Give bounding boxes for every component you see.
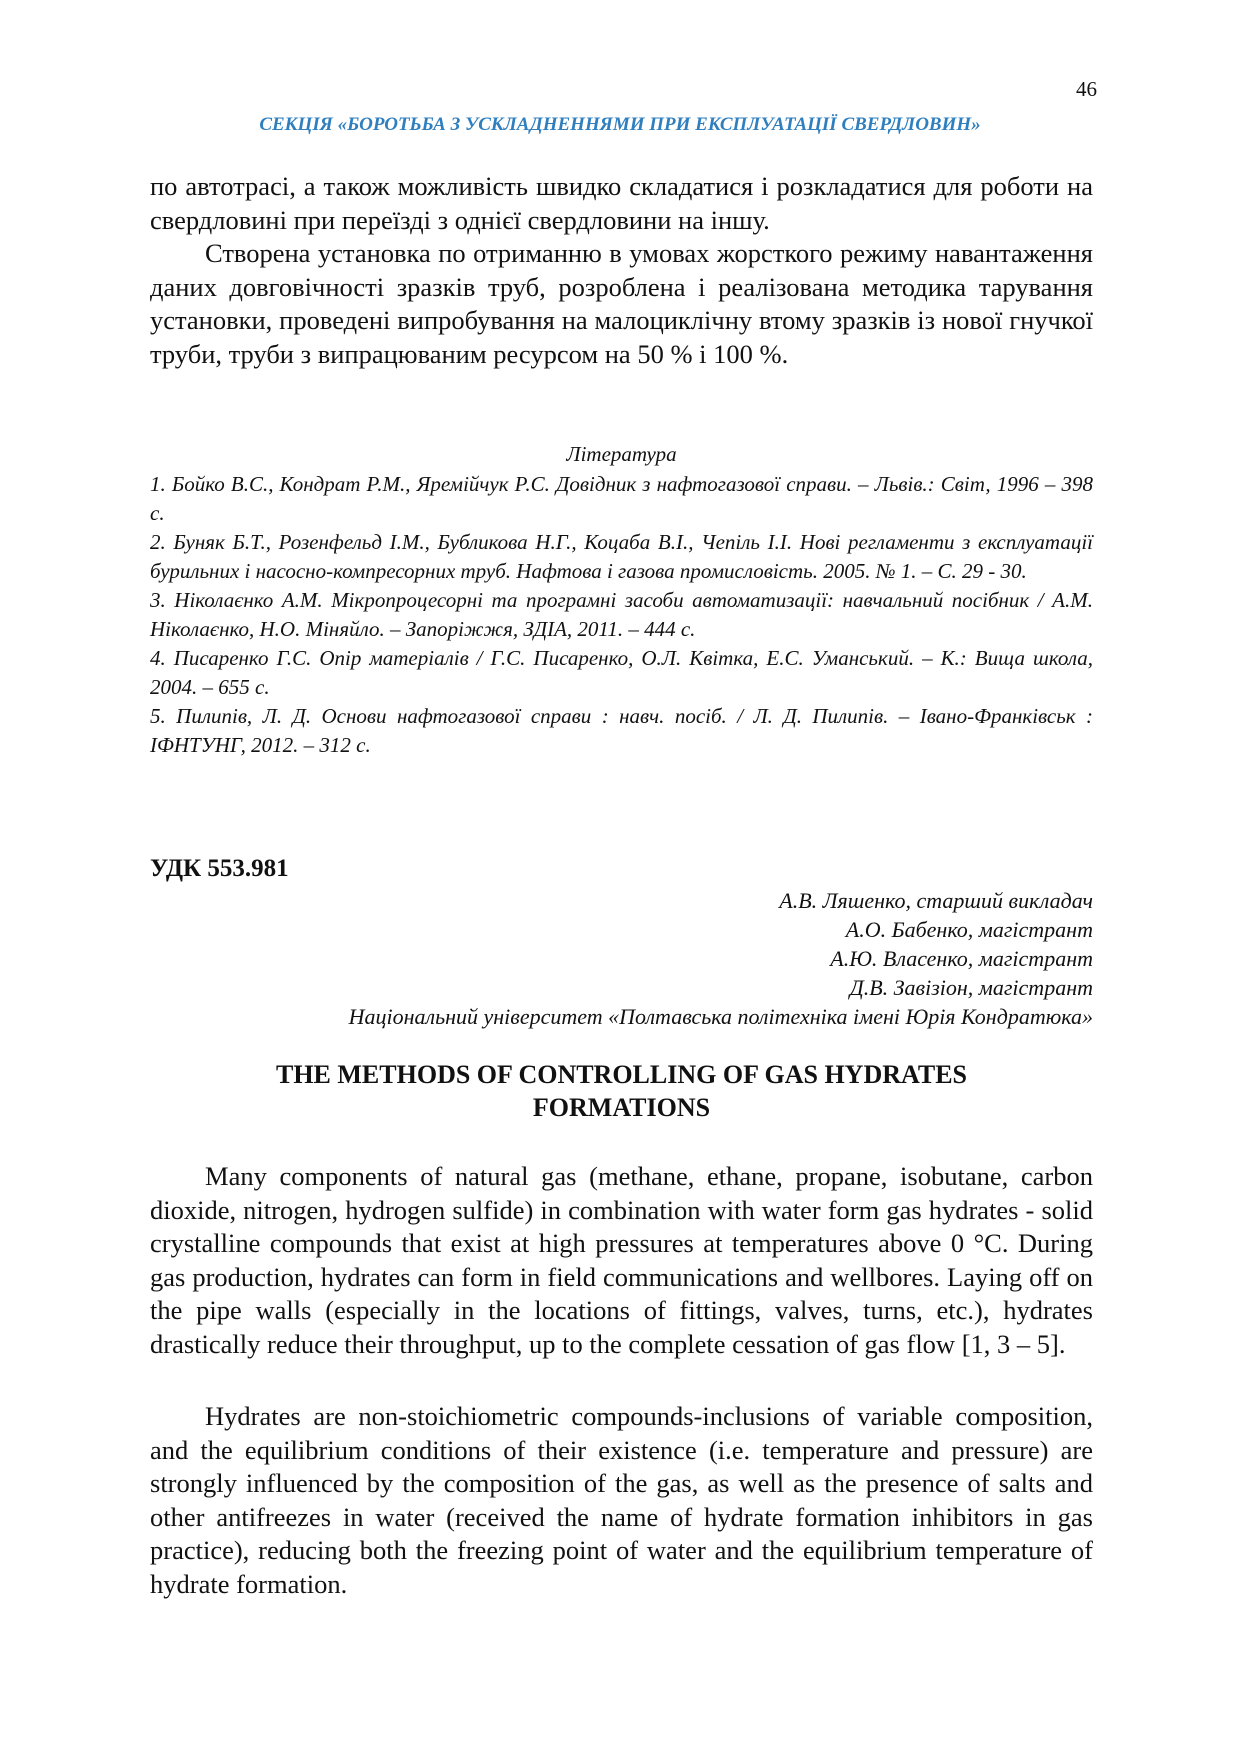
paper-title-line: FORMATIONS bbox=[532, 1093, 711, 1122]
author-line: А.В. Ляшенко, старший викладач bbox=[779, 888, 1093, 913]
body-paragraph-2: Hydrates are non-stoichiometric compounds-inclusions of variable composition, and the equilibrium conditions of their existence (i.e. temperature and pressure) are strongly influenced by the composition of the gas, as well as the presence of salts and other antifreezes in water (received the name of hydrate formation inhibitors in gas practice), reducing both the freezing point of water and the equilibrium temperature of hydrate formation. bbox=[150, 1401, 1093, 1599]
body-paragraph-1: Many components of natural gas (methane, ethane, propane, isobutane, carbon dioxide, nitrogen, hydrogen sulfide) in combination with water form gas hydrates - solid crystalline compounds that exist at high pressures at temperatures above 0 °C. During gas production, hydrates can form in field communications and wellbores. Laying off on the pipe walls (especially in the locations of fittings, valves, turns, etc.), hydrates drastically reduce their throughput, up to the complete cessation of gas flow [1, 3 – 5]. bbox=[150, 1161, 1093, 1359]
paper-title bbox=[150, 1058, 1093, 1124]
author-block bbox=[150, 886, 1093, 1031]
udk-code: УДК 553.981 bbox=[150, 855, 289, 882]
author-line: Д.В. Завізіон, магістрант bbox=[849, 975, 1093, 1000]
author-line: А.Ю. Власенко, магістрант bbox=[830, 946, 1093, 971]
literature-title: Література bbox=[566, 442, 677, 466]
intro-paragraph-2: Створена установка по отриманню в умовах жорсткого режиму навантаження даних довговічності зразків труб, розроблена і реалізована методика тарування установки, проведені випробування на малоциклічну втому зразків із нової гнучкої труби, труби з випрацюваним ресурсом на 50 % і 100 %. bbox=[150, 238, 1093, 369]
reference-item: 2. Буняк Б.Т., Розенфельд І.М., Бубликова Н.Г., Коцаба В.І., Чепіль І.І. Нові регламенти з експлуатації бурильних і насосно-компресорних труб. Нафтова і газова промисловість. 2005. № 1. – С. 29 - 30. bbox=[150, 530, 1093, 583]
reference-item: 3. Ніколаєнко А.М. Мікропроцесорні та програмні засоби автоматизації: навчальний посібник / А.М. Ніколаєнко, Н.О. Міняйло. – Запоріжжя, ЗДІА, 2011. – 444 с. bbox=[150, 588, 1093, 641]
reference-item: 4. Писаренко Г.С. Опір матеріалів / Г.С. Писаренко, О.Л. Квітка, Е.С. Уманський. – К.: Вища школа, 2004. – 655 с. bbox=[150, 646, 1093, 699]
paper-title-line: THE METHODS OF CONTROLLING OF GAS HYDRATES bbox=[275, 1060, 968, 1089]
reference-list bbox=[150, 470, 1093, 760]
reference-item: 1. Бойко В.С., Кондрат Р.М., Яремійчук Р.С. Довідник з нафтогазової справи. – Львів.: Світ, 1996 – 398 с. bbox=[150, 472, 1093, 525]
page-number: 46 bbox=[1076, 77, 1097, 101]
author-line: А.О. Бабенко, магістрант bbox=[845, 917, 1093, 942]
intro-paragraph-1: по автотрасі, а також можливість швидко складатися і розкладатися для роботи на свердловині при переїзді з однієї свердловини на іншу. bbox=[150, 171, 1093, 235]
section-header: СЕКЦІЯ «БОРОТЬБА З УСКЛАДНЕННЯМИ ПРИ ЕКСПЛУАТАЦІЇ СВЕРДЛОВИН» bbox=[259, 114, 981, 135]
reference-item: 5. Пилипів, Л. Д. Основи нафтогазової справи : навч. посіб. / Л. Д. Пилипів. – Івано-Франківськ : ІФНТУНГ, 2012. – 312 с. bbox=[150, 704, 1093, 757]
affiliation: Національний університет «Полтавська політехніка імені Юрія Кондратюка» bbox=[348, 1004, 1093, 1029]
